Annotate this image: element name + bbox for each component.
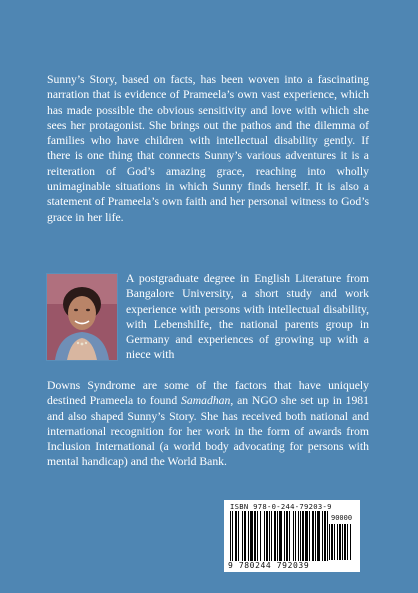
barcode-digits: 9 780244 792039 bbox=[228, 561, 310, 570]
barcode-addon-bars bbox=[328, 524, 358, 574]
bio-text-after: , an NGO she set up in 1981 and also shaped Sunny’s Story. She has received both national and international recognition for her work in the form of awards from Inclusion International (a world body advocating for persons with mental handicap) and the World Bank. bbox=[47, 394, 369, 469]
barcode-bar bbox=[235, 511, 237, 561]
barcode-bar bbox=[266, 511, 268, 561]
barcode-bar bbox=[248, 511, 249, 561]
price-code: 90000 bbox=[331, 514, 353, 522]
barcode-bar bbox=[254, 511, 256, 561]
barcode-bar bbox=[232, 511, 233, 561]
barcode-bar bbox=[271, 511, 272, 561]
author-bio-top: A postgraduate degree in English Literature from Bangalore University, a short study and work experience with persons with intellectual disability, with Lebenshilfe, the national parents group in Germany and experiences of growing up with a niece with bbox=[126, 272, 369, 362]
barcode-bar bbox=[284, 511, 285, 561]
barcode-bar bbox=[329, 524, 330, 560]
barcode-bars bbox=[228, 511, 328, 561]
author-bio-rest bbox=[47, 378, 369, 470]
author-photo bbox=[47, 274, 117, 360]
barcode-bar bbox=[339, 524, 341, 560]
book-blurb: Sunny’s Story, based on facts, has been woven into a fascinating narration that is evidence of Prameela’s own vast experience, which has made possible the obvious sensitivity and love with which she sees her protagonist. She brings out the pathos and the dilemma of families who have children with intellectual disability gently. If there is one thing that connects Sunny’s various adventures it is a reiteration of God’s amazing grace, reaching into wholly unimaginable situations in which Sunny finds herself. It is also a statement of Prameela’s own faith and her personal witness to God’s grace in her life. bbox=[47, 73, 369, 224]
barcode-bar bbox=[293, 511, 294, 561]
barcode-bar bbox=[302, 511, 304, 561]
barcode-bar bbox=[350, 524, 351, 560]
author-portrait-icon bbox=[47, 274, 117, 360]
barcode-bar bbox=[331, 524, 333, 560]
barcode-bar bbox=[264, 511, 265, 561]
barcode-bar bbox=[315, 511, 316, 561]
barcode-bar bbox=[317, 511, 320, 561]
barcode-bar bbox=[274, 511, 276, 561]
barcode-bar bbox=[242, 511, 243, 561]
barcode-bar bbox=[238, 511, 239, 561]
barcode-bar bbox=[289, 511, 290, 561]
barcode-bar bbox=[305, 511, 308, 561]
barcode-bar bbox=[300, 511, 301, 561]
barcode-bar bbox=[347, 524, 348, 560]
barcode-bar bbox=[230, 511, 231, 561]
isbn-label: ISBN 978-0-244-79203-9 bbox=[230, 502, 332, 511]
barcode-bar bbox=[334, 524, 335, 560]
barcode-bar bbox=[277, 511, 278, 561]
barcode-bar bbox=[260, 511, 261, 561]
barcode-bar bbox=[286, 511, 288, 561]
barcode-bar bbox=[257, 511, 258, 561]
barcode-bar bbox=[309, 511, 310, 561]
barcode-bar bbox=[344, 524, 346, 560]
barcode-bar bbox=[279, 511, 282, 561]
barcode-bar bbox=[322, 511, 323, 561]
isbn-barcode bbox=[224, 500, 360, 572]
bio-text-before: Downs Syndrome are some of the factors that have uniquely destined Prameela to found bbox=[47, 379, 369, 408]
barcode-bar bbox=[324, 511, 326, 561]
barcode-bar bbox=[342, 524, 343, 560]
barcode-bar bbox=[295, 511, 296, 561]
barcode-bar bbox=[269, 511, 270, 561]
barcode-bar bbox=[337, 524, 338, 560]
barcode-bar bbox=[312, 511, 314, 561]
org-name: Samadhan bbox=[181, 394, 231, 408]
barcode-bar bbox=[244, 511, 246, 561]
barcode-bar bbox=[298, 511, 299, 561]
barcode-bar bbox=[250, 511, 253, 561]
